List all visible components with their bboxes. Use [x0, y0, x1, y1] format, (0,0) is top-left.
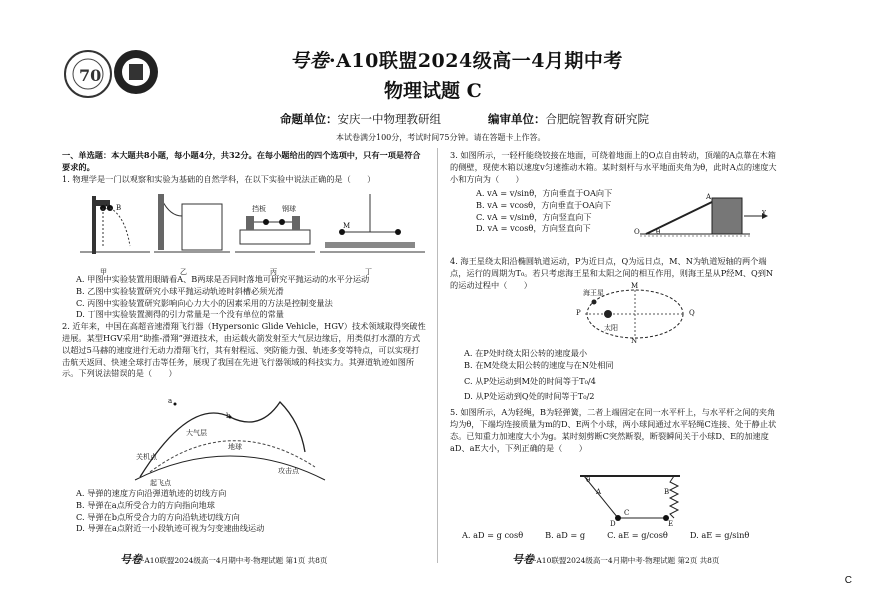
proposer-name: 安庆一中物理教研组: [337, 112, 441, 126]
proposer-label: 命题单位：: [280, 112, 338, 126]
launch-label: 起飞点: [150, 479, 171, 487]
fig-label-bing: 丙: [270, 268, 277, 276]
editor-label: 编审单位：: [488, 112, 546, 126]
q3-theta-label: θ: [656, 228, 661, 236]
q5-option-d: D. aE = g/sinθ: [689, 530, 750, 540]
q3-o-label: O: [634, 228, 640, 236]
fig-rope-label: 钢球: [282, 205, 296, 213]
q1-option-d: D. 丁图中实验装置测得的引力常量是一个没有单位的常量: [76, 309, 284, 320]
fig-yi: [154, 194, 230, 252]
fig-label-ding: 丁: [365, 268, 372, 276]
q5-option-a: A. aD = g cosθ: [462, 530, 524, 540]
q2-options: [62, 488, 427, 535]
exam-title-text: A10联盟2024级高一4月期中考: [336, 50, 623, 72]
fig-ding: [320, 194, 425, 252]
spring: [670, 476, 678, 518]
fig-label-jia: 甲: [100, 268, 107, 276]
left-footer-brand: 号卷: [120, 553, 142, 566]
fig-b-label: B: [116, 204, 122, 212]
left-footer: [120, 551, 327, 567]
target-label: 攻击点: [278, 467, 299, 475]
cutoff-label: 关机点: [136, 453, 157, 461]
q4-options: [450, 348, 780, 454]
fig-belt-label: 挡板: [252, 205, 266, 213]
q5-b-label: B: [664, 488, 670, 496]
fig-m-label: M: [343, 222, 351, 230]
editor-line: [488, 111, 649, 127]
q3-a-label: A: [706, 193, 712, 201]
q4-option-a: A. 在P处时绕太阳公转的速度最小: [464, 348, 588, 358]
q3-option-a: A. vA = v/sinθ，方向垂直于OA向下: [476, 188, 613, 198]
q5-d-label: D: [610, 520, 616, 528]
q5-option-b: B. aD = g: [545, 530, 586, 540]
q4-option-b: B. 在M处绕太阳公转的速度与在N处相同: [464, 359, 614, 370]
sun-label: 太阳: [604, 324, 618, 332]
q3-option-d: D. vA = vcosθ，方向竖直向下: [476, 223, 591, 234]
q2-option-a: A. 导弹的速度方向沿弹道轨迹的切线方向: [76, 488, 227, 498]
fig-jia: [80, 196, 150, 254]
q5-e-label: E: [668, 520, 674, 528]
n-label: N: [631, 337, 638, 345]
left-column-cont: [62, 274, 427, 380]
q1-option-b: B. 乙图中实验装置研究小球平抛运动轨迹时斜槽必须光滑: [76, 285, 284, 296]
fig-bing: [235, 216, 315, 252]
right-footer-brand: 号卷: [512, 553, 534, 566]
q5-options: [462, 530, 792, 542]
point-a-label: a: [168, 397, 173, 405]
planet-label: 海王星: [583, 289, 604, 297]
column-divider: [437, 148, 438, 563]
question-4-stem: 4. 海王星绕太阳沿椭圆轨道运动，P为近日点，Q为远日点，M、N为轨道短轴的两个端点，运行的周期为T₀。若只考虑海王星和太阳之间的相互作用，则海王星从P经M、Q到N的运动过程中（ ）: [450, 256, 774, 290]
q3-v-label: v: [762, 208, 766, 216]
corner-mark: C: [844, 575, 852, 586]
question-5-stem: 5. 如图所示，A为轻绳，B为轻弹簧，二者上端固定在同一水平杆上，与水平杆之间的夹角均为θ，下端均连接质量为m的D、E两个小球，两小球间通过水平轻绳C连接、处于静止状态。已知重力加速度大小为g。某时刻剪断C突然断裂，断裂瞬间关于小球D、E的加速度aD、aE大小，下列正确的是（ ）: [450, 407, 777, 453]
fig-label-yi: 乙: [180, 268, 187, 276]
question-1-figure: [70, 186, 430, 262]
subject-title: 物理试题 C: [384, 80, 482, 102]
right-footer-text: ·A10联盟2024级高一4月期中考·物理试题 第2页 共8页: [534, 556, 720, 565]
p-label: P: [576, 309, 581, 317]
q5-c-label: C: [624, 509, 630, 517]
section-title: 一、单选题：本大题共8小题，每小题4分，共32分。在每小题给出的四个选项中，只有一项是符合要求的。: [62, 150, 421, 172]
fig-a-label: A: [104, 204, 110, 212]
right-column: [450, 150, 780, 185]
atmosphere-label: 大气层: [186, 429, 207, 437]
q2-option-b: B. 导弹在a点所受合力的方向指向地球: [76, 499, 215, 510]
q4-option-d: D. 从P处运动到Q处的时间等于T₀/2: [464, 391, 595, 402]
brand-name: 号卷: [290, 50, 330, 72]
point-b-label: b: [226, 412, 231, 420]
m-label: M: [631, 282, 639, 290]
q3-options: [462, 188, 632, 235]
editor-name: 合肥皖智教育研究院: [545, 112, 649, 126]
left-column: [62, 150, 427, 185]
question-1-stem: 1. 物理学是一门以观察和实验为基础的自然学科，在以下实验中说法正确的是（ ）: [62, 173, 376, 184]
q5-option-c: C. aE = g/cosθ: [607, 530, 668, 540]
q4-option-c: C. 从P处运动到M处的时间等于T₀/4: [464, 375, 596, 386]
q3-option-c: C. vA = v/sinθ，方向竖直向下: [476, 211, 592, 222]
exam-note: 本试卷满分100分，考试时间75分钟。请在答题卡上作答。: [336, 133, 546, 142]
left-footer-text: ·A10联盟2024级高一4月期中考·物理试题 第1页 共8页: [142, 556, 328, 565]
q-label: Q: [689, 309, 695, 317]
earth-label: 地球: [228, 443, 242, 451]
svg-text:70: 70: [79, 66, 102, 85]
q2-option-c: C. 导弹在b点所受合力的方向沿轨迹切线方向: [76, 511, 240, 522]
question-5-figure: [580, 474, 680, 526]
q1-option-c: C. 丙图中实验装置研究影响向心力大小的因素采用的方法是控制变量法: [76, 297, 333, 308]
q2-option-d: D. 导弹在a点附近一小段轨迹可视为匀变速曲线运动: [76, 523, 265, 534]
q3-option-b: B. vA = vcosθ，方向垂直于OA向下: [476, 199, 612, 210]
planet-icon: [592, 300, 597, 305]
education-logo: [114, 50, 158, 94]
question-3-stem: 3. 如图所示，一轻杆能绕铰接在地面，可绕着地面上的O点自由转动，顶端的A点靠在木箱的侧壁，现使木箱以速度v匀速推动木箱。某时刻杆与水平地面夹角为θ，此时A点的速度大小和方向为（ ）: [450, 150, 777, 184]
right-footer: [512, 551, 719, 567]
q1-option-a: A. 甲图中实验装置用眼睛看A、B两球是否同时落地可研究平抛运动的水平分运动: [76, 274, 370, 284]
school-seal-logo: [64, 50, 112, 98]
q5-a-label: A: [596, 488, 602, 496]
question-2-stem: 2. 近年来，中国在高超音速滑翔飞行器（Hypersonic Glide Vehicle，HGV）技术领域取得突破性进展。某型HGV采用“助推-滑翔”弹道技术，由运载火箭发射至大气层边缘后，用类似打水漂的方式以超过5马赫的速度进行无动力滑翔飞行，其有射程远、突防能力强、轨迹多变等特点，可以实现打击航天返回、快速全球打击等任务，展现了我国在先进飞行器领域的科技实力。其弹道轨迹如图所示。下列说法错误的是（ ）: [62, 321, 426, 379]
question-2-figure: [130, 392, 330, 482]
q5-theta-label: θ: [586, 476, 591, 484]
wooden-box: [712, 198, 742, 234]
exam-title: 号卷·A10联盟2024级高一4月期中考: [290, 50, 623, 72]
proposer-line: [280, 111, 441, 127]
sun-icon: [604, 310, 612, 318]
